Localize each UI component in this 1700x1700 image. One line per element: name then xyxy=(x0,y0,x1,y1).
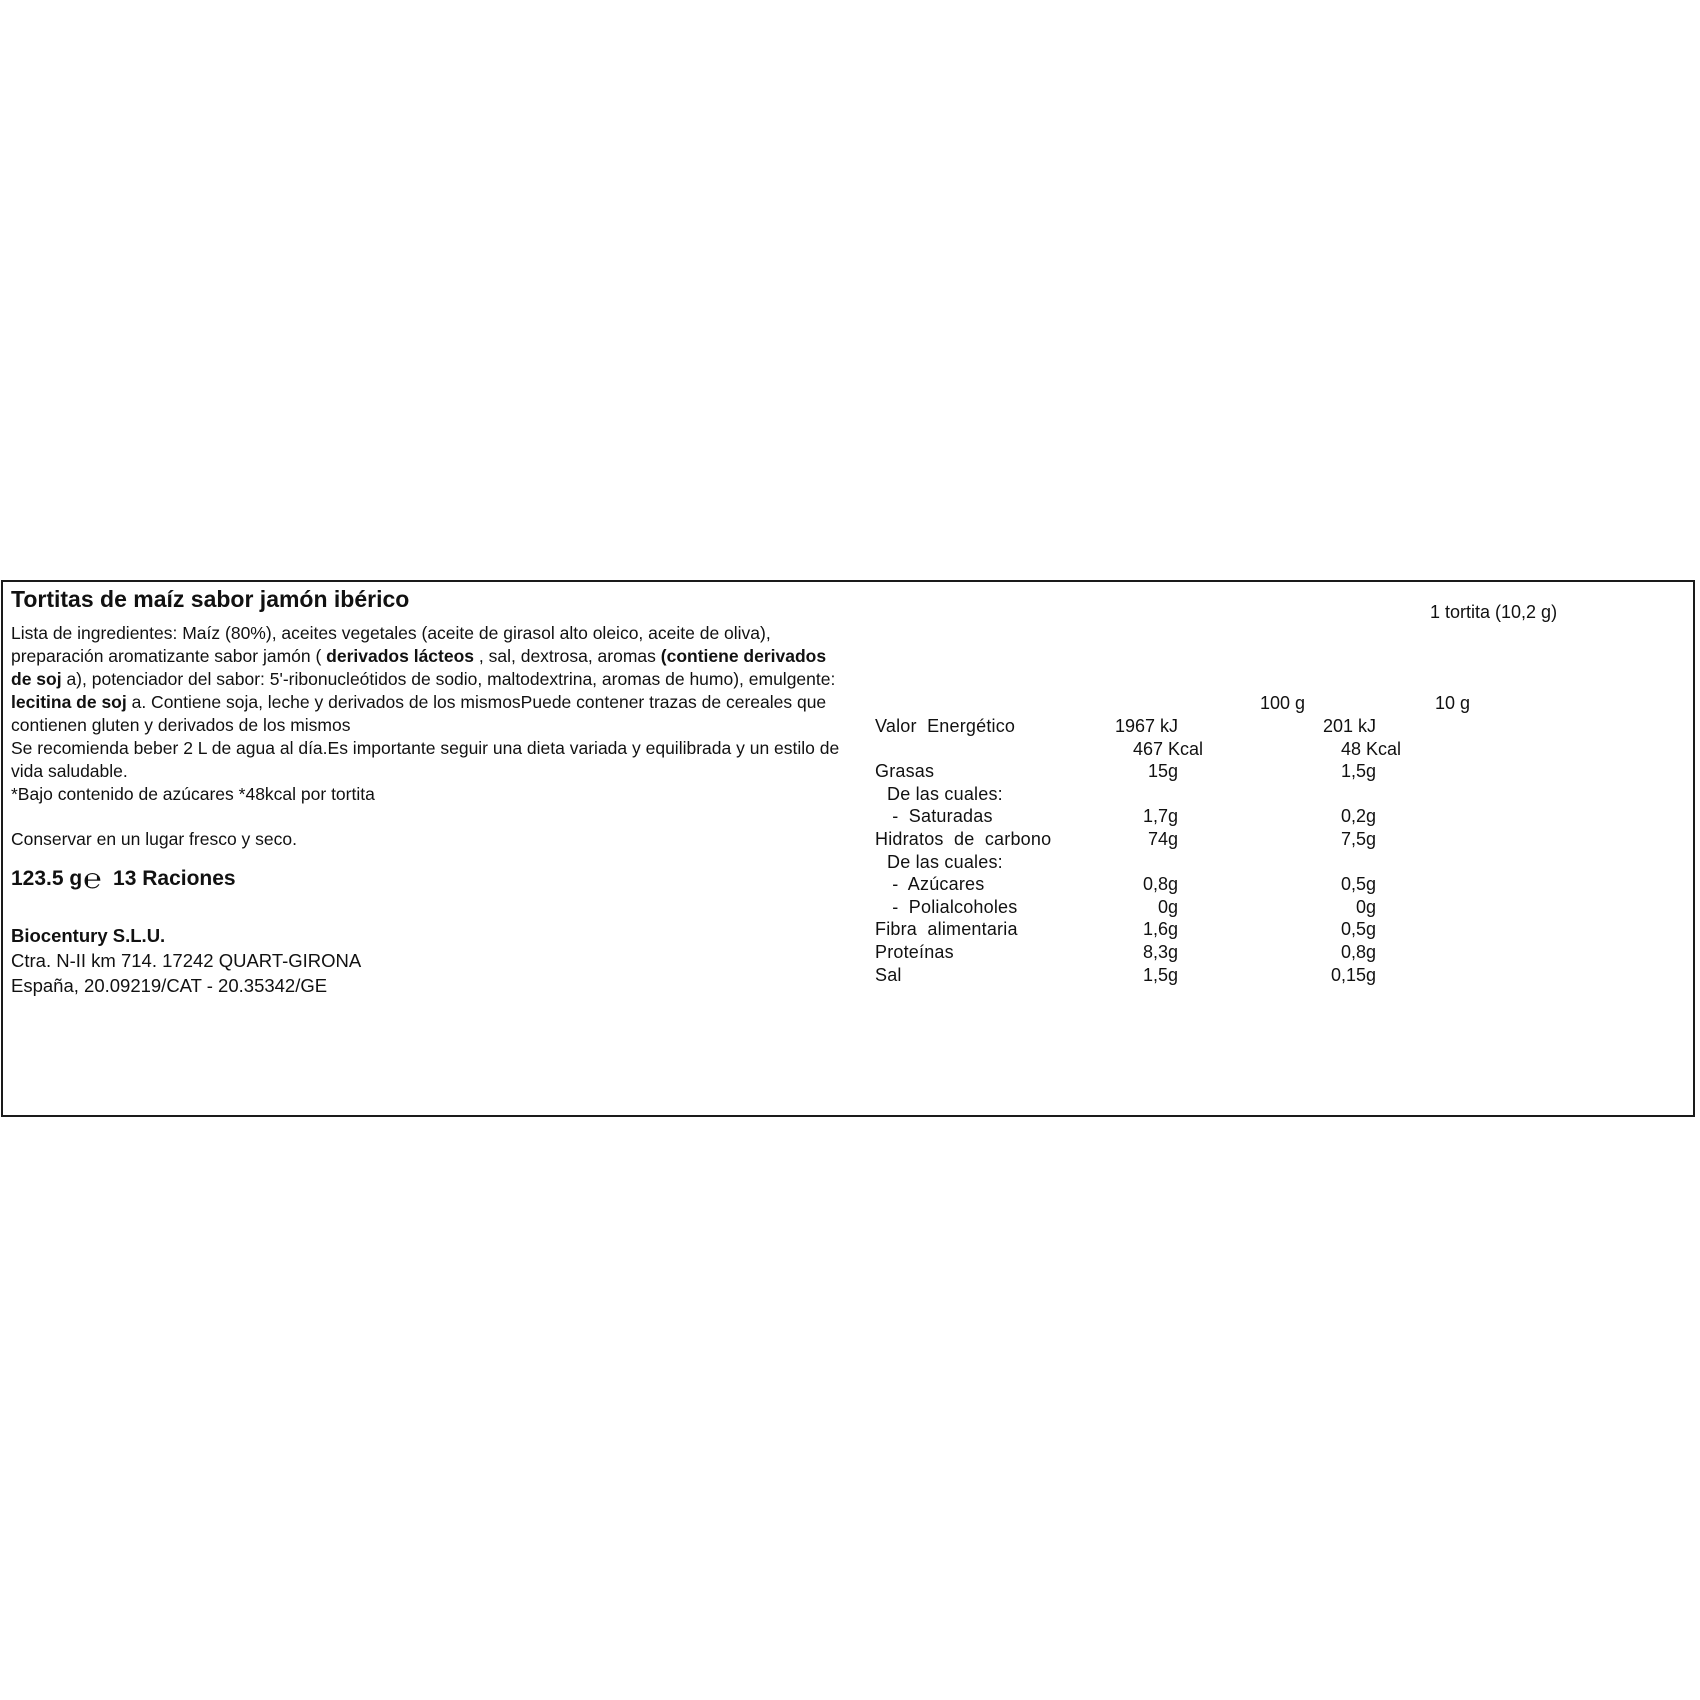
value-10g: 1,5g xyxy=(1340,761,1376,782)
estimated-sign-icon: ℮ xyxy=(83,863,102,894)
nutrient-name: - Saturadas xyxy=(887,806,993,827)
health-advice: Se recomienda beber 2 L de agua al día.Es importante seguir una dieta variada y equilibrada y un estilo de vida saludable. xyxy=(11,738,840,781)
net-quantity xyxy=(11,865,851,893)
table-row xyxy=(875,828,1675,851)
table-row xyxy=(875,783,1675,806)
value-100g: 15g xyxy=(1147,761,1178,782)
nutrient-name: Valor Energético xyxy=(875,716,1016,736)
value-100g: 0g xyxy=(1157,896,1178,917)
nutrient-name: Fibra alimentaria xyxy=(875,919,1018,940)
nutrient-name: Hidratos de carbono xyxy=(875,828,1052,849)
company-info xyxy=(11,923,851,998)
column-header-10g: 10 g xyxy=(1435,693,1471,713)
value-10g: 201 kJ xyxy=(1322,716,1376,736)
value-10g: 48 Kcal xyxy=(1340,738,1401,759)
value-100g: 467 Kcal xyxy=(1132,738,1203,759)
table-row xyxy=(875,851,1675,874)
value-100g: 1967 kJ xyxy=(1114,716,1178,736)
value-100g: 1,6g xyxy=(1142,919,1178,940)
allergen-soy-lecithin: lecitina de soj xyxy=(11,692,127,712)
table-row xyxy=(875,715,1675,738)
value-10g: 0,8g xyxy=(1340,941,1376,962)
company-address: Ctra. N-II km 714. 17242 QUART-GIRONA xyxy=(11,950,362,971)
nutrient-name: Grasas xyxy=(875,761,935,782)
ingredients-list xyxy=(11,622,851,737)
nutrient-name: Proteínas xyxy=(875,941,954,962)
value-100g: 8,3g xyxy=(1142,941,1178,962)
value-100g: 1,7g xyxy=(1142,806,1178,827)
allergen-dairy: derivados lácteos xyxy=(326,646,475,666)
value-10g: 0g xyxy=(1355,896,1376,917)
allergen-soy-aromas: (contiene derivados de soj xyxy=(11,646,827,689)
product-title: Tortitas de maíz sabor jamón ibérico xyxy=(11,586,410,612)
value-10g: 7,5g xyxy=(1340,828,1376,849)
value-10g: 0,5g xyxy=(1340,874,1376,895)
nutrient-name: - Azúcares xyxy=(887,874,985,895)
value-100g: 0,8g xyxy=(1142,874,1178,895)
ingredients-text-3: a), potenciador del sabor: 5'-ribonucleótidos de sodio, maltodextrina, aromas de humo), emulgente: xyxy=(61,669,836,689)
table-row xyxy=(875,738,1675,761)
table-row xyxy=(875,896,1675,919)
value-10g: 0,2g xyxy=(1340,806,1376,827)
nutrition-table xyxy=(875,582,1675,1112)
nutrition-rows xyxy=(875,715,1675,986)
net-weight: 123.5 g xyxy=(11,867,83,890)
ingredients-text-1: Lista de ingredientes: Maíz (80%), aceites vegetales (aceite de girasol alto oleico, aceite de oliva), preparación aromatizante sabor jamón ( xyxy=(11,623,771,666)
column-header-100g: 100 g xyxy=(1260,693,1306,713)
nutrient-name: De las cuales: xyxy=(887,783,1003,804)
table-row xyxy=(875,760,1675,783)
company-name: Biocentury S.L.U. xyxy=(11,925,166,946)
value-100g: 1,5g xyxy=(1142,964,1178,985)
nutrition-label-panel xyxy=(1,580,1695,1117)
nutrition-claims: *Bajo contenido de azúcares *48kcal por tortita xyxy=(11,784,375,804)
nutrient-name: Sal xyxy=(875,964,902,985)
table-row xyxy=(875,805,1675,828)
table-row xyxy=(875,941,1675,964)
servings-count: 13 Raciones xyxy=(113,867,236,890)
company-registry: España, 20.09219/CAT - 20.35342/GE xyxy=(11,975,328,996)
ingredients-text-4: a. Contiene soja, leche y derivados de los mismosPuede contener trazas de cereales que contienen gluten y derivados de los mismos xyxy=(11,692,827,735)
value-10g: 0,15g xyxy=(1330,964,1376,985)
value-100g: 74g xyxy=(1147,828,1178,849)
table-row xyxy=(875,873,1675,896)
ingredients-text-2: , sal, dextrosa, aromas xyxy=(474,646,661,666)
serving-size-label: 1 tortita (10,2 g) xyxy=(1430,602,1558,622)
storage-instructions: Conservar en un lugar fresco y seco. xyxy=(11,829,297,849)
product-info-column xyxy=(11,584,851,998)
table-row xyxy=(875,918,1675,941)
nutrient-name: De las cuales: xyxy=(887,851,1003,872)
table-row xyxy=(875,964,1675,987)
nutrient-name: - Polialcoholes xyxy=(887,896,1018,917)
value-10g: 0,5g xyxy=(1340,919,1376,940)
